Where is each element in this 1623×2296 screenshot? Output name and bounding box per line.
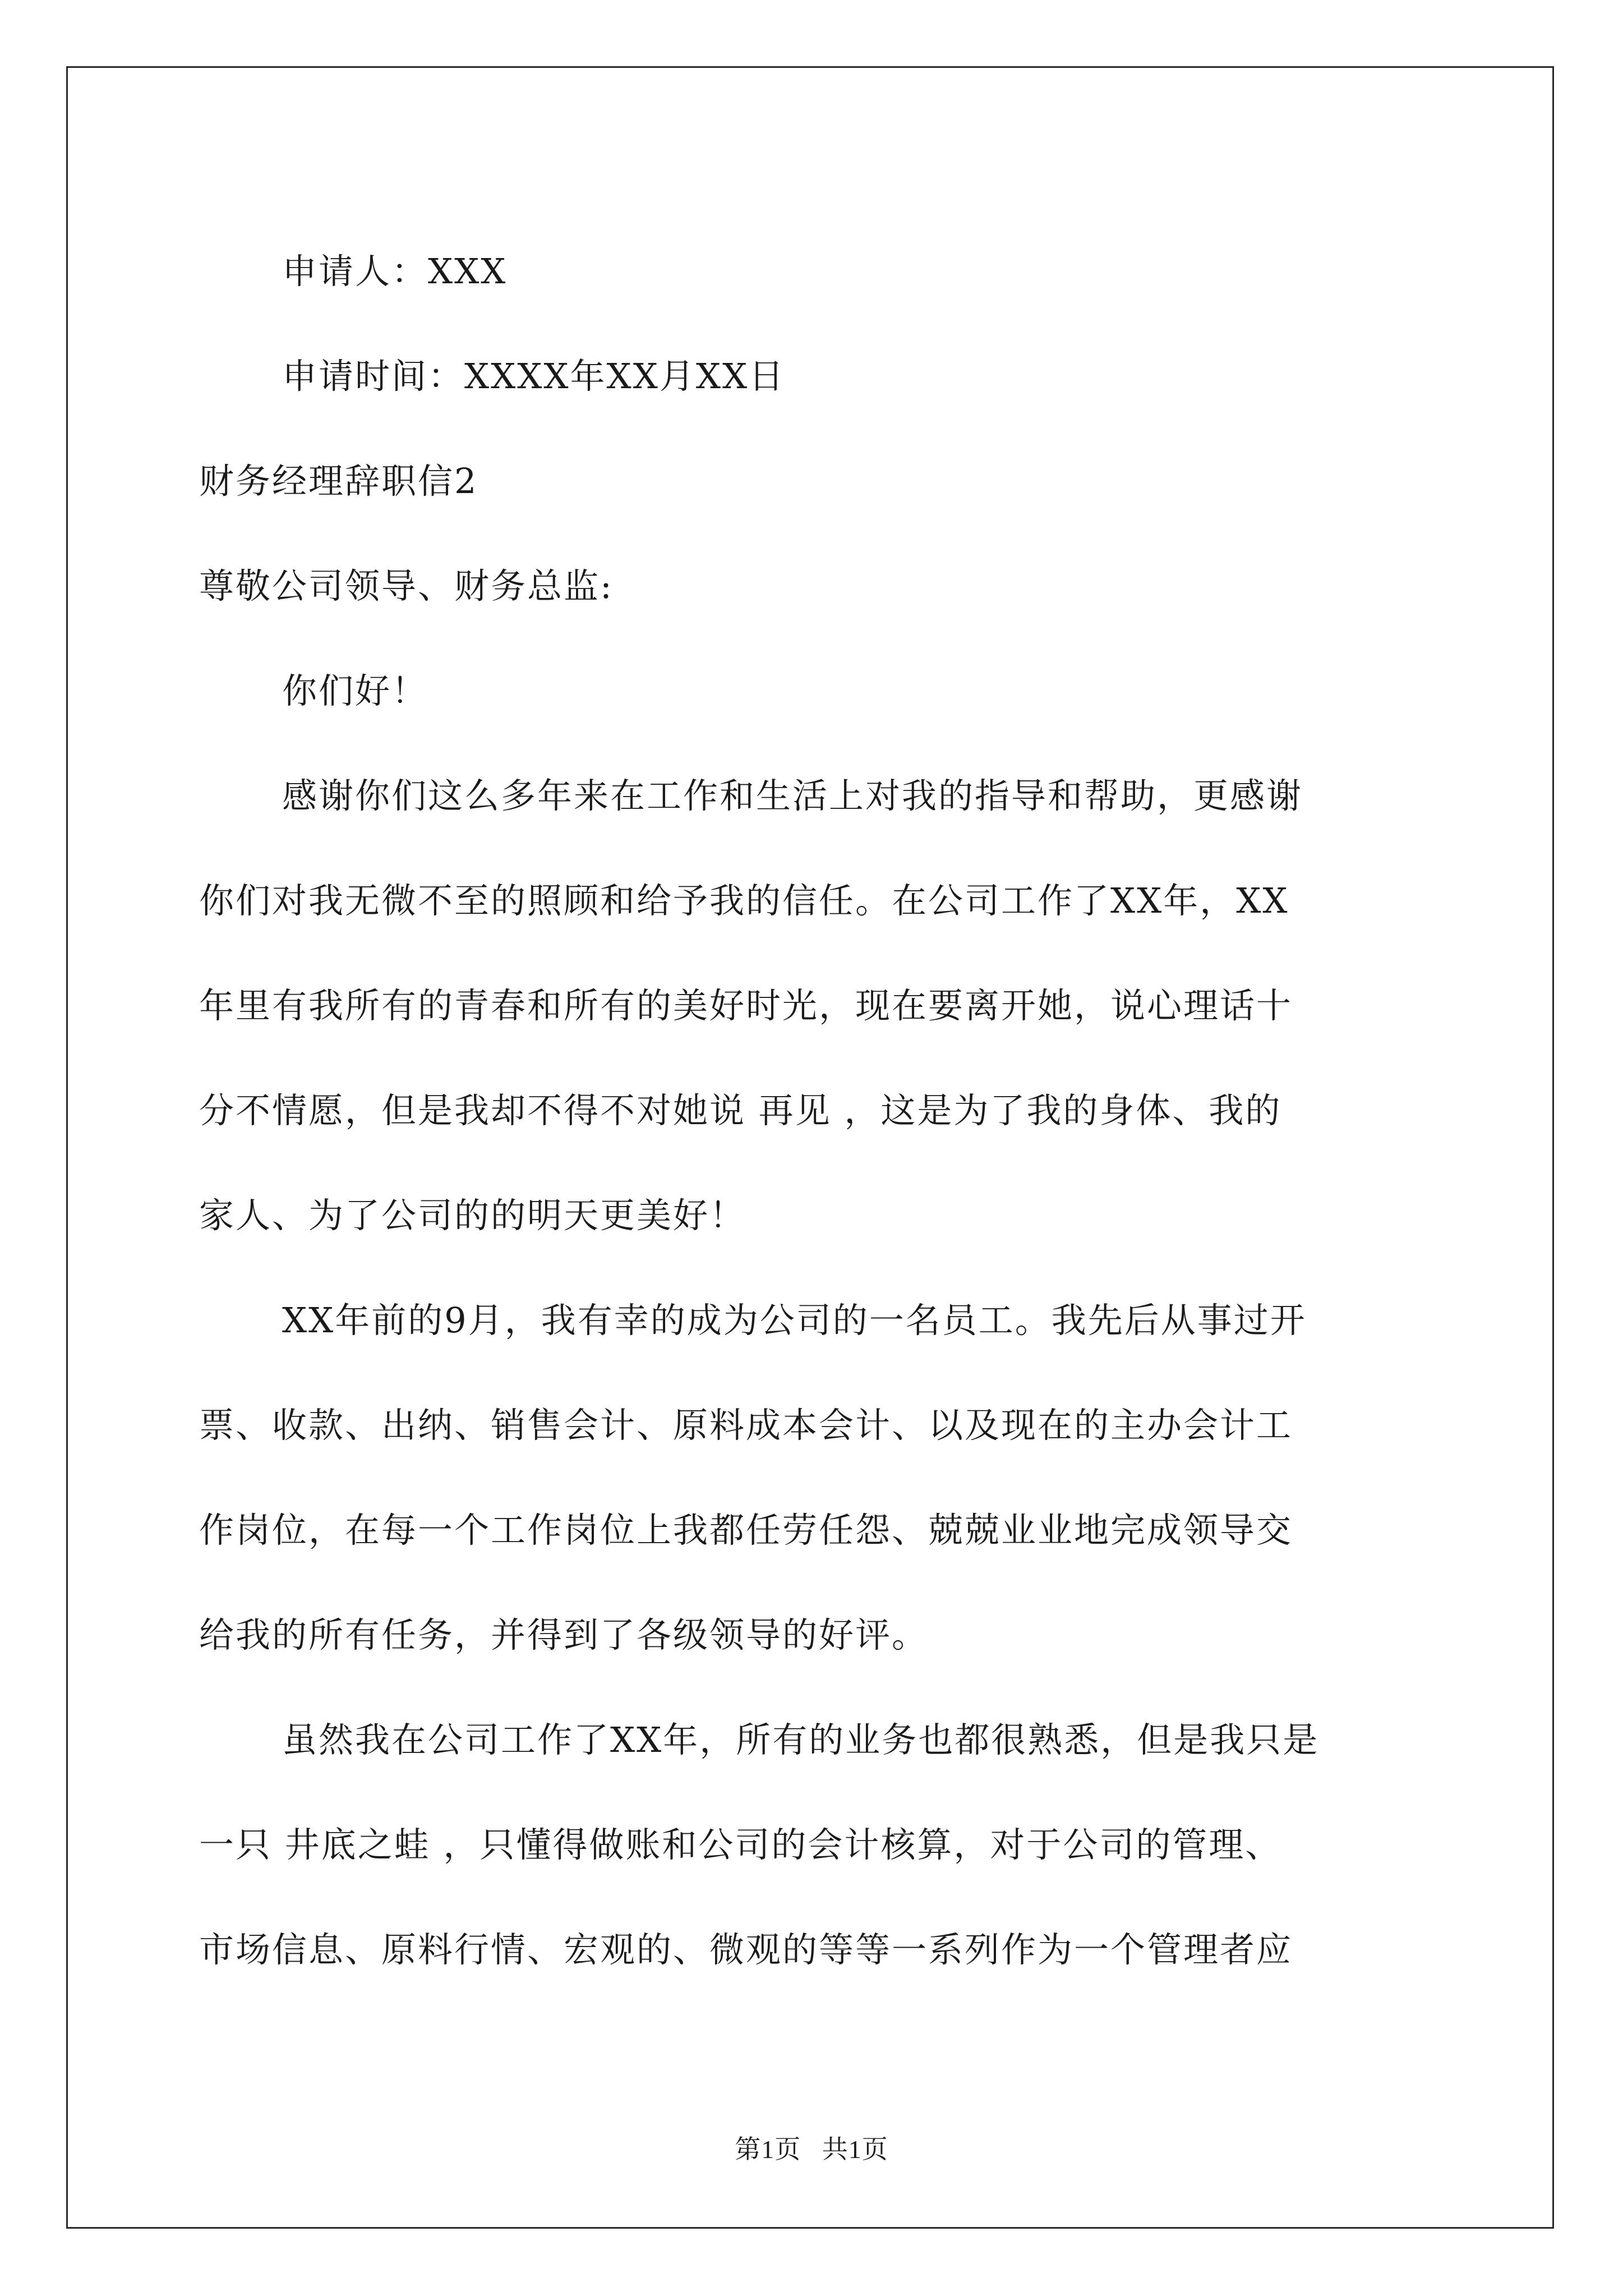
- paragraph-line: 虽然我在公司工作了XX年，所有的业务也都很熟悉，但是我只是: [282, 1719, 1320, 1760]
- page-total: 共1页: [822, 2135, 888, 2164]
- application-date-line: 申请时间：XXXX年XX月XX日: [282, 356, 786, 397]
- paragraph-line: 作岗位，在每一个工作岗位上我都任劳任怨、兢兢业业地完成领导交: [199, 1510, 1293, 1550]
- paragraph-line: 你们对我无微不至的照顾和给予我的信任。在公司工作了XX年，XX: [199, 880, 1289, 921]
- salutation: 尊敬公司领导、财务总监:: [199, 565, 614, 606]
- paragraph-line: 一只 井底之蛙 ，只懂得做账和公司的会计核算，对于公司的管理、: [199, 1824, 1282, 1865]
- document-body: [199, 219, 1427, 2002]
- paragraph-line: 家人、为了公司的的明天更美好！: [199, 1195, 746, 1236]
- paragraph-line: 感谢你们这么多年来在工作和生活上对我的指导和帮助，更感谢: [282, 775, 1303, 816]
- paragraph-line: 分不情愿，但是我却不得不对她说 再见 ，这是为了我的身体、我的: [199, 1090, 1282, 1131]
- applicant-line: 申请人：XXX: [282, 251, 508, 292]
- page-number: 第1页: [735, 2135, 801, 2164]
- page-footer: [0, 2129, 1623, 2166]
- paragraph-line: 给我的所有任务，并得到了各级领导的好评。: [199, 1614, 929, 1655]
- letter-title: 财务经理辞职信2: [199, 461, 478, 501]
- paragraph-line: XX年前的9月，我有幸的成为公司的一名员工。我先后从事过开: [282, 1300, 1307, 1341]
- paragraph-line: 票、收款、出纳、销售会计、原料成本会计、以及现在的主办会计工: [199, 1405, 1293, 1446]
- paragraph-line: 年里有我所有的青春和所有的美好时光，现在要离开她，说心理话十: [199, 985, 1293, 1026]
- greeting: 你们好！: [282, 670, 428, 711]
- paragraph-line: 市场信息、原料行情、宏观的、微观的等等一系列作为一个管理者应: [199, 1929, 1293, 1970]
